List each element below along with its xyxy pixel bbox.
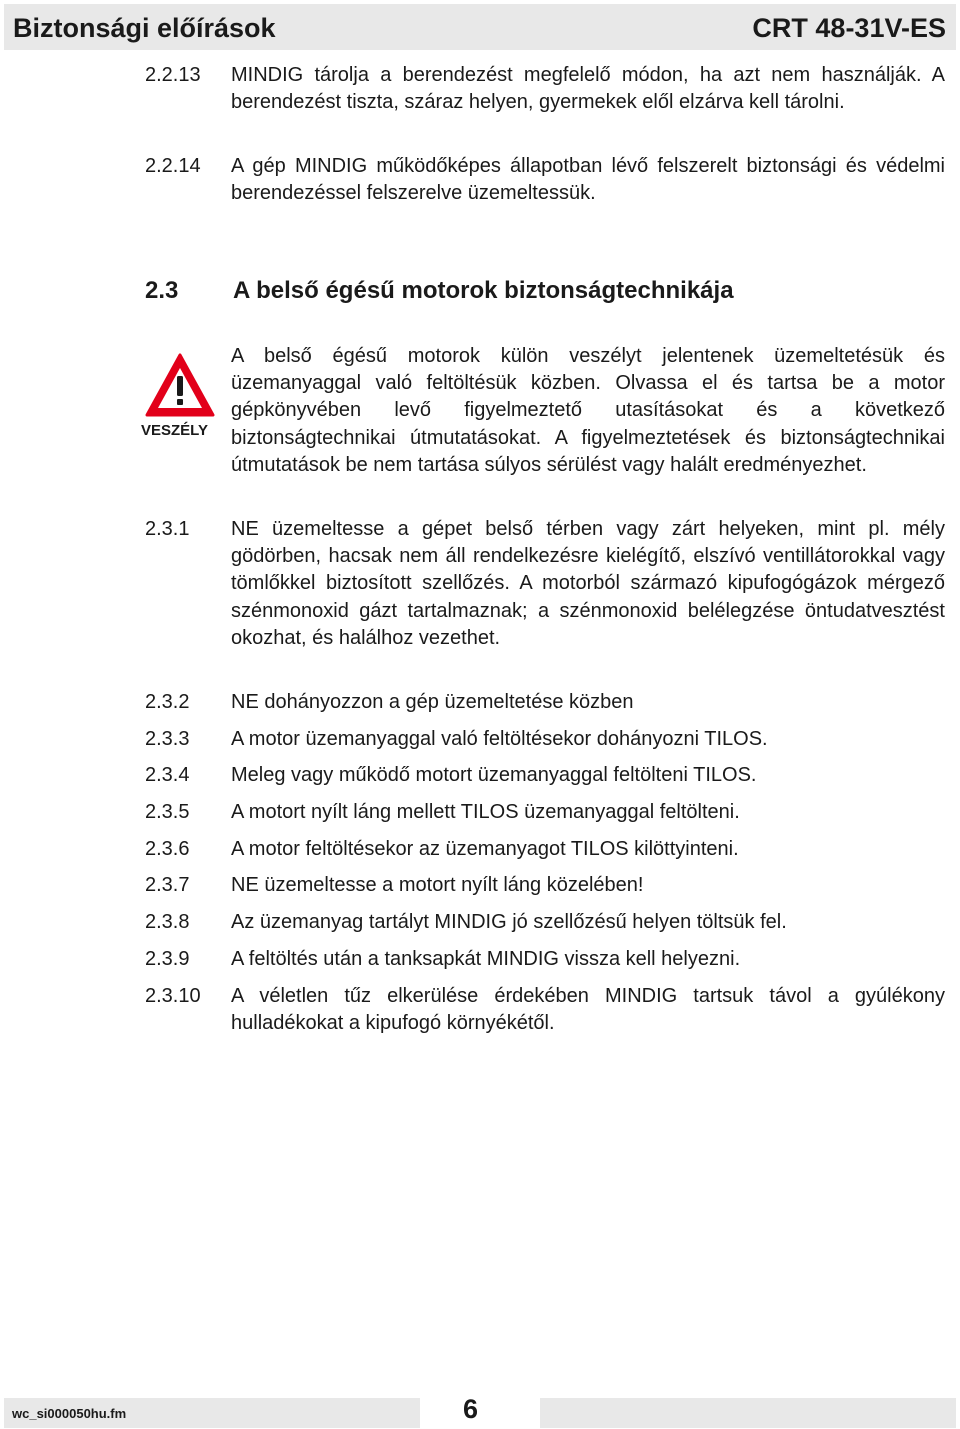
section-title: A belső égésű motorok biztonságtechnikája bbox=[233, 277, 734, 304]
item-number: 2.3.10 bbox=[145, 985, 201, 1007]
warning-triangle-graphic bbox=[144, 352, 216, 418]
page-number: 6 bbox=[463, 1394, 479, 1424]
item-number: 2.3.6 bbox=[145, 838, 190, 860]
header-model: CRT 48-31V-ES bbox=[752, 13, 946, 43]
header-title: Biztonsági előírások bbox=[13, 13, 276, 43]
item-text: NE dohányozzon a gép üzemeltetése közben bbox=[231, 691, 634, 713]
item-number: 2.3.8 bbox=[145, 911, 190, 933]
item-number: 2.3.5 bbox=[145, 801, 190, 823]
danger-label: VESZÉLY bbox=[141, 422, 208, 439]
item-text: MINDIG tárolja a berendezést megfelelő módon, ha azt nem használják. A berendezést tiszta, száraz helyen, gyermekek elől elzárva kell tárolni. bbox=[231, 64, 945, 114]
danger-paragraph: A belső égésű motorok külön veszélyt jelentenek üzemeltetésük és üzemanyaggal való feltöltésük közben. Olvassa el és tartsa be a motor gépkönyvében levő figyelmeztető utasításokat és a következő biztonságtechnikai útmutatásokat. A figyelmeztetések és biztonságtechnikai útmutatások be nem tartása súlyos sérülést vagy halált eredményezhet. bbox=[231, 345, 945, 476]
page-header bbox=[4, 4, 956, 50]
item-number: 2.3.4 bbox=[145, 764, 190, 786]
item-text: A feltöltés után a tanksapkát MINDIG vissza kell helyezni. bbox=[231, 948, 741, 970]
item-text: Meleg vagy működő motort üzemanyaggal feltölteni TILOS. bbox=[231, 764, 757, 786]
section-number: 2.3 bbox=[145, 277, 179, 304]
item-number: 2.3.7 bbox=[145, 874, 190, 896]
item-text: A motort nyílt láng mellett TILOS üzemanyaggal feltölteni. bbox=[231, 801, 740, 823]
item-text: A motor üzemanyaggal való feltöltésekor dohányozni TILOS. bbox=[231, 728, 768, 750]
item-text: NE üzemeltesse a motort nyílt láng közelében! bbox=[231, 874, 644, 896]
footer-bar-right bbox=[540, 1398, 956, 1428]
warning-triangle-icon bbox=[138, 352, 222, 418]
item-number: 2.3.1 bbox=[145, 518, 190, 540]
item-text: A gép MINDIG működőképes állapotban lévő felszerelt biztonsági és védelmi berendezéssel felszerelve üzemeltessük. bbox=[231, 155, 945, 205]
section-heading bbox=[145, 277, 734, 305]
item-text: NE üzemeltesse a gépet belső térben vagy zárt helyeken, mint pl. mély gödörben, hacsak nem áll rendelkezésre kielégítő, elszívó ventillátorokkal vagy tömlőkkel biztosított szellőzés. A motorból származó kipufogógázok mérgező szénmonoxid gázt tartalmaznak; a szénmonoxid belélegzése öntudatvesztést okozhat, és halálhoz vezethet. bbox=[231, 518, 945, 649]
item-text: Az üzemanyag tartályt MINDIG jó szellőzésű helyen töltsük fel. bbox=[231, 911, 787, 933]
item-text: A véletlen tűz elkerülése érdekében MINDIG tartsuk távol a gyúlékony hulladékokat a kipufogó környékétől. bbox=[231, 985, 945, 1035]
item-number: 2.3.3 bbox=[145, 728, 190, 750]
item-number: 2.3.9 bbox=[145, 948, 190, 970]
item-text: A motor feltöltésekor az üzemanyagot TILOS kilöttyinteni. bbox=[231, 838, 739, 860]
footer-filename: wc_si000050hu.fm bbox=[12, 1406, 127, 1421]
item-number: 2.2.14 bbox=[145, 155, 201, 177]
item-number: 2.3.2 bbox=[145, 691, 190, 713]
item-number: 2.2.13 bbox=[145, 64, 201, 86]
